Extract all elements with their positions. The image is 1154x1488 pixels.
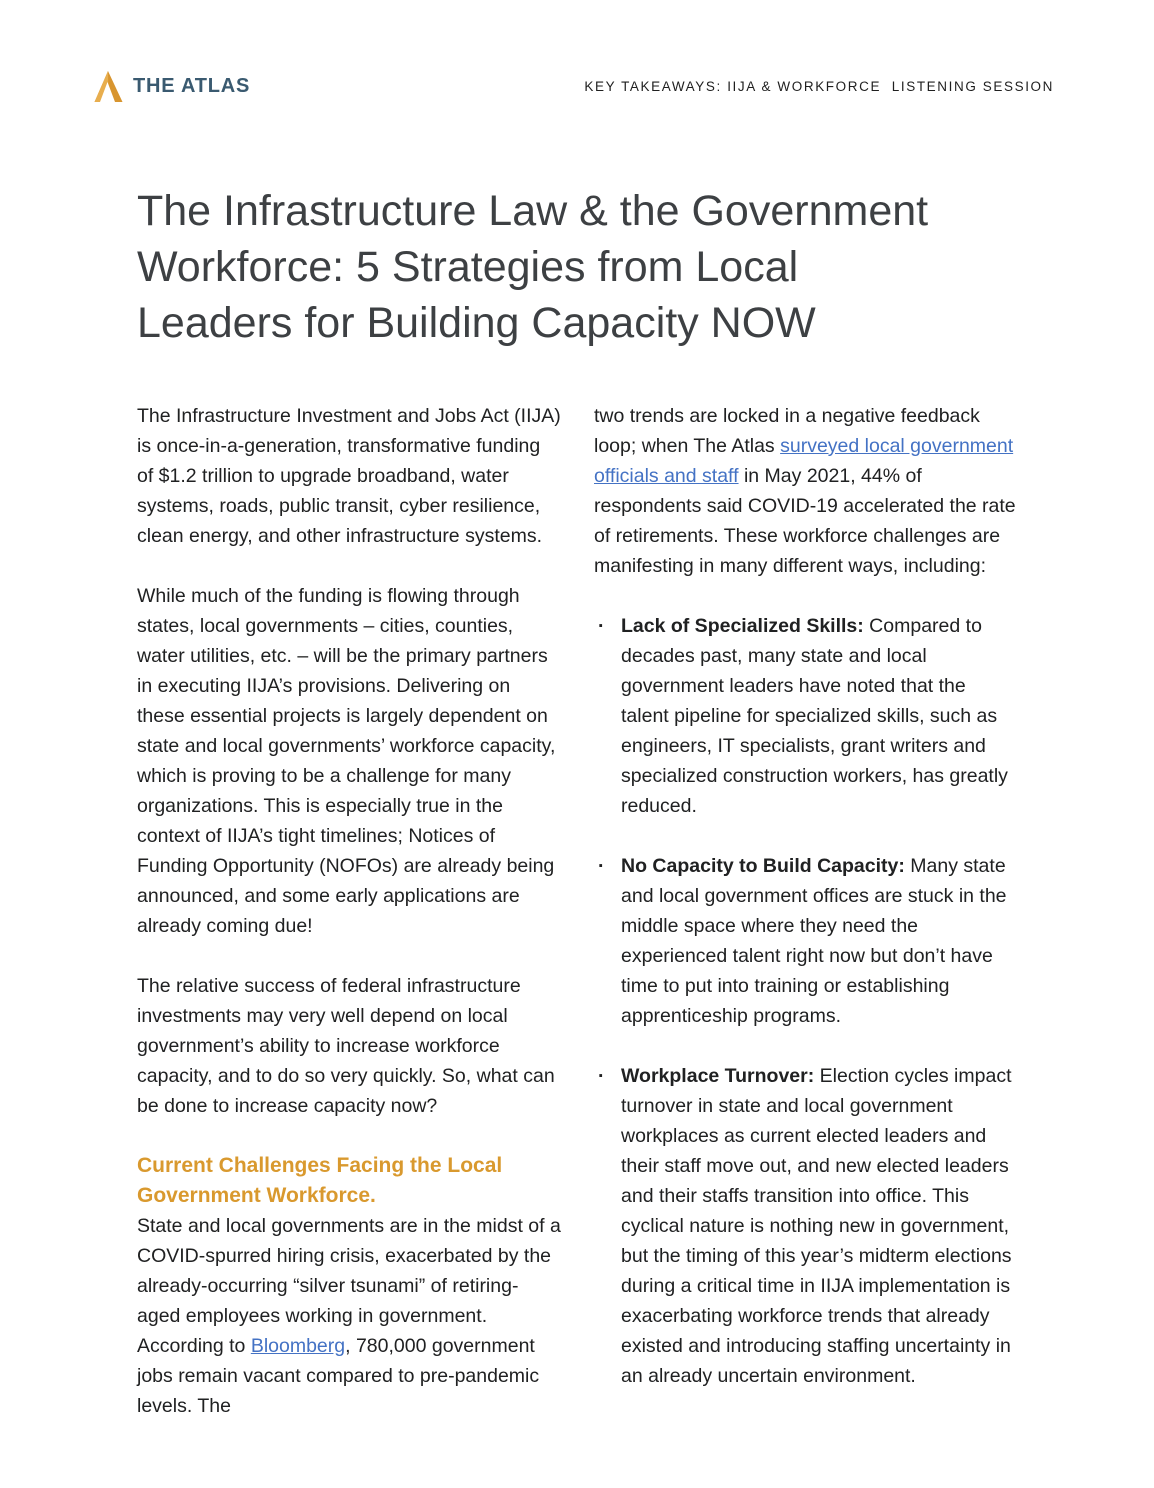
list-item-no-capacity-to-build-capacity xyxy=(594,851,1018,1031)
page-header xyxy=(0,0,1154,103)
relative-success-paragraph: The relative success of federal infrastructure investments may very well depend on local government’s ability to increase workforce capacity, and to do so very quickly. So, what can be done to increase capacity now? xyxy=(137,975,555,1117)
bullet-text: Compared to decades past, many state and local government leaders have noted that the talent pipeline for specialized skills, such as engineers, IT specialists, grant writers and specialized construction workers, has greatly reduced. xyxy=(621,615,1008,817)
bloomberg-link[interactable]: Bloomberg xyxy=(250,1335,346,1357)
feedback-loop-paragraph xyxy=(594,401,1018,581)
left-column xyxy=(137,401,561,1421)
right-column xyxy=(594,401,1018,1421)
bullet-label: Lack of Specialized Skills: xyxy=(621,615,864,637)
hiring-crisis-paragraph xyxy=(137,1211,561,1421)
bullet-label: No Capacity to Build Capacity: xyxy=(621,855,905,877)
two-column-body xyxy=(137,401,1019,1421)
atlas-logo-text: THE ATLAS xyxy=(133,75,251,97)
atlas-logo-icon xyxy=(93,70,124,103)
hiring-crisis-text-1: State and local governments are in the midst of a COVID-spurred hiring crisis, exacerbated by the already-occurring “silver tsunami” of retiring-aged employees working in government. According to xyxy=(137,1215,561,1357)
page-title-line-2: Workforce: 5 Strategies from Local xyxy=(137,243,799,291)
page-title-line-1: The Infrastructure Law & the Government xyxy=(137,187,929,235)
section-heading-current-challenges: Current Challenges Facing the Local Government Workforce. xyxy=(137,1154,503,1207)
bullet-text: Election cycles impact turnover in state and local government workplaces as current elected leaders and their staff move out, and new elected leaders and their staffs transition into office. This cyclical nature is nothing new in government, but the timing of this year’s midterm elections during a critical time in IIJA implementation is exacerbating workforce trends that already existed and introducing staffing uncertainty in an already uncertain environment. xyxy=(621,1065,1012,1387)
page-title xyxy=(137,183,1057,351)
bullet-text: Many state and local government offices are stuck in the middle space where they need the experienced talent right now but don’t have time to put into training or establishing apprenticeship programs. xyxy=(621,855,1007,1027)
feedback-loop-text-2: in May 2021, 44% of respondents said COVID-19 accelerated the rate of retirements. These workforce challenges are manifesting in many different ways, including: xyxy=(594,465,1016,577)
list-item-lack-of-specialized-skills xyxy=(594,611,1018,821)
atlas-logo xyxy=(93,70,250,103)
list-item-workplace-turnover xyxy=(594,1061,1018,1391)
document-label: KEY TAKEAWAYS: IIJA & WORKFORCE LISTENING SESSION xyxy=(584,79,1054,94)
challenges-list xyxy=(594,611,1018,1391)
funding-flow-paragraph: While much of the funding is flowing through states, local governments – cities, counties, water utilities, etc. – will be the primary partners in executing IIJA’s provisions. Delivering on these essential projects is largely dependent on state and local governments’ workforce capacity, which is proving to be a challenge for many organizations. This is especially true in the context of IIJA’s tight timelines; Notices of Funding Opportunity (NOFOs) are already being announced, and some early applications are already coming due! xyxy=(137,585,556,937)
intro-paragraph: The Infrastructure Investment and Jobs Act (IIJA) is once-in-a-generation, transformative funding of $1.2 trillion to upgrade broadband, water systems, roads, public transit, cyber resilience, clean energy, and other infrastructure systems. xyxy=(137,405,561,547)
feedback-loop-text-1: two trends are locked in a negative feedback loop; when The Atlas xyxy=(594,405,980,457)
survey-link[interactable]: surveyed local government officials and staff xyxy=(594,435,1014,487)
page-title-line-3: Leaders for Building Capacity NOW xyxy=(137,299,816,347)
bullet-label: Workplace Turnover: xyxy=(621,1065,815,1087)
hiring-crisis-text-2: , 780,000 government jobs remain vacant compared to pre-pandemic levels. The xyxy=(137,1335,540,1417)
